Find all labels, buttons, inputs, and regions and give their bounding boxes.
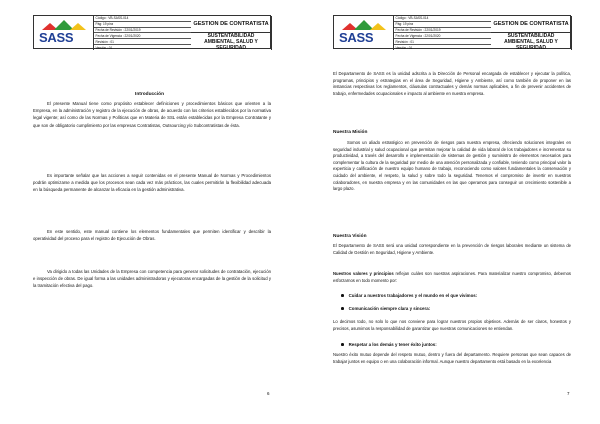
meta-valid-date: Fecha de Vigencia : 22/01/2020 — [94, 33, 191, 39]
paragraph: El presente Manual tiene como propósito establecer definiciones y procedimientos básicos que orienten a la Empresa, en la administración y registro de la ejecución de obras, de acuerdo con los criterios establecidos por la normativa legal vigente; así como de las Normas y Políticas que en Materia de SSL están establecidas por la Empresa Contratante y que son de obligatorio cumplimiento por las empresas Contratistas, Outsourcing y/o Subcontratistas de ésta. — [33, 101, 271, 128]
bullet-label: Respetar a los demás y tener éxito juntos: — [348, 342, 437, 347]
paragraph: En este sentido, este manual contiene los elementos fundamentales que permiten identificar y describir la operatividad del proceso para el registro de Ejecución de Obras. — [33, 229, 271, 242]
document-subtitle: SUSTENTABILIDAD AMBIENTAL, SALUD Y SEGURIDAD — [191, 33, 272, 50]
bullet-item — [341, 306, 430, 311]
meta-version: Versión : 01 — [95, 45, 113, 50]
section-heading-introduccion: Introducción — [135, 92, 165, 97]
bullet-label: Comunicación siempre clara y sincera: — [348, 306, 431, 311]
valores-text: reflejan cuáles son nuestras aspiraciones. Para materializar nuestro compromiso, debemos esforzarnos en todo momento por: — [333, 271, 571, 283]
section-heading-mision: Nuestra Misión — [333, 130, 368, 135]
bullet-icon — [341, 343, 344, 346]
bullet-item — [341, 293, 477, 298]
paragraph-mision: Somos un aliado estratégico en prevención de riesgos para nuestra empresa, ofreciendo soluciones integrales en seguridad industrial y salud ocupacional que permitan mejorar la calidad de vida laboral de los trabajadores e incrementar su productividad, a través del desarrollo e implementación de sistemas de gestión y suministro de elementos necesarios para complementar la cultura de la seguridad por medio de una atención personalizada y confiable, teniendo como principal valor la experticia y calificación de nuestro equipo humano de trabajo, reconociendo como valores fundamentales la conservación y cuidado del ambiente, el respeto, la salud y sobre todo la seguridad. Tenemos el compromiso de invertir en nuestros colaboradores, en nuestra empresa y en las comunidades en las que operamos para conseguir un crecimiento sostenible a largo plazo. — [333, 140, 571, 192]
meta-revision: Revisión : 01 — [394, 39, 491, 45]
meta-pages: Pág: 19 pinz — [94, 22, 191, 28]
paragraph-intro: El Departamento de SASS es la unidad adscrita a la Dirección de Personal encargada de establecer y ejecutar la política, programas, principios y estrategias en el área de Seguridad, Higiene y Ambiente, así como también de proponer en las instancias respectivas los reglamentos, cláusulas contractuales y demás normas aplicables, a fin de prevenir accidentes de trabajo, enfermedades ocupacionales e impacto al ambiente en nuestra empresa. — [333, 71, 571, 96]
bullet-label: Cuidar a nuestros trabajadores y el mundo en el que vivimos: — [348, 293, 478, 298]
paragraph: Es importante señalar que las acciones a seguir contenidas en el presente Manual de Normas y Procedimientos podrán optimizarse a medida que los procesos sean cada vez más prácticos, las cuales permitirán la flexibilidad adecuada en la búsqueda permanente de alcanzar la eficacia en la gestión administrativa. — [33, 173, 271, 193]
bullet-item — [341, 342, 437, 347]
page-number: 7 — [567, 391, 570, 396]
document-meta — [394, 16, 491, 50]
valores-lead: Nuestros valores y principios — [333, 271, 394, 276]
paragraph-valores — [333, 271, 571, 284]
page-number: 6 — [267, 391, 270, 396]
meta-version: Versión : 01 — [395, 45, 413, 50]
page-header-table — [333, 15, 571, 49]
sass-logo — [334, 16, 394, 50]
meta-revision-date: Fecha de Revisión : 22/01/2019 — [394, 28, 491, 34]
paragraph: Va dirigido a todas las Unidades de la Empresa con competencia para generar solicitudes de contratación, ejecución e inspección de obras. De igual forma a las unidades administradoras y ejecutoras encargadas de la gestión de la solicitud y la tramitación efectiva del pago. — [33, 269, 271, 289]
meta-revision-date: Fecha de Revisión : 22/01/2019 — [94, 28, 191, 34]
paragraph-comunicacion: Lo decimos todo, no solo lo que nos conviene para lograr nuestros propios objetivos. Además de ser claros, honestos y precisos, asumimos la responsabilidad de garantizar que nuestras comunicaciones se entiendan. — [333, 319, 571, 331]
document-title: GESTION DE CONTRATISTA — [191, 16, 272, 33]
meta-pages: Pág: 19 pinz — [394, 22, 491, 28]
document-title: GESTION DE CONTRATISTA — [491, 16, 572, 33]
paragraph-respeto: Nuestro éxito mutuo depende del respeto mutuo, dentro y fuera del departamento. Requiere personas que sean capaces de trabajar juntos en equipo o en una colaboración informal. Aunque nuestro departamento está basado en la excelencia — [333, 352, 571, 364]
section-heading-vision: Nuestra Visión — [333, 234, 367, 239]
bullet-icon — [341, 307, 344, 310]
meta-valid-date: Fecha de Vigencia : 22/01/2020 — [394, 33, 491, 39]
brand-name: SASS — [339, 30, 374, 45]
meta-code: Código : VB-SASS-014 — [394, 16, 491, 22]
meta-code: Código : VB-SASS-014 — [94, 16, 191, 22]
document-meta — [94, 16, 191, 50]
brand-name: SASS — [39, 30, 74, 45]
page-header-table — [33, 15, 271, 49]
bullet-icon — [341, 294, 344, 297]
meta-revision: Revisión : 01 — [94, 39, 191, 45]
sass-logo — [34, 16, 94, 50]
paragraph-vision: El Departamento de SASS será una unidad correspondiente en la prevención de riesgos laborales mediante un sistema de Calidad de Gestión en Seguridad, Higiene y Ambiente. — [333, 243, 571, 255]
document-subtitle: SUSTENTABILIDAD AMBIENTAL, SALUD Y SEGURIDAD — [491, 33, 572, 50]
